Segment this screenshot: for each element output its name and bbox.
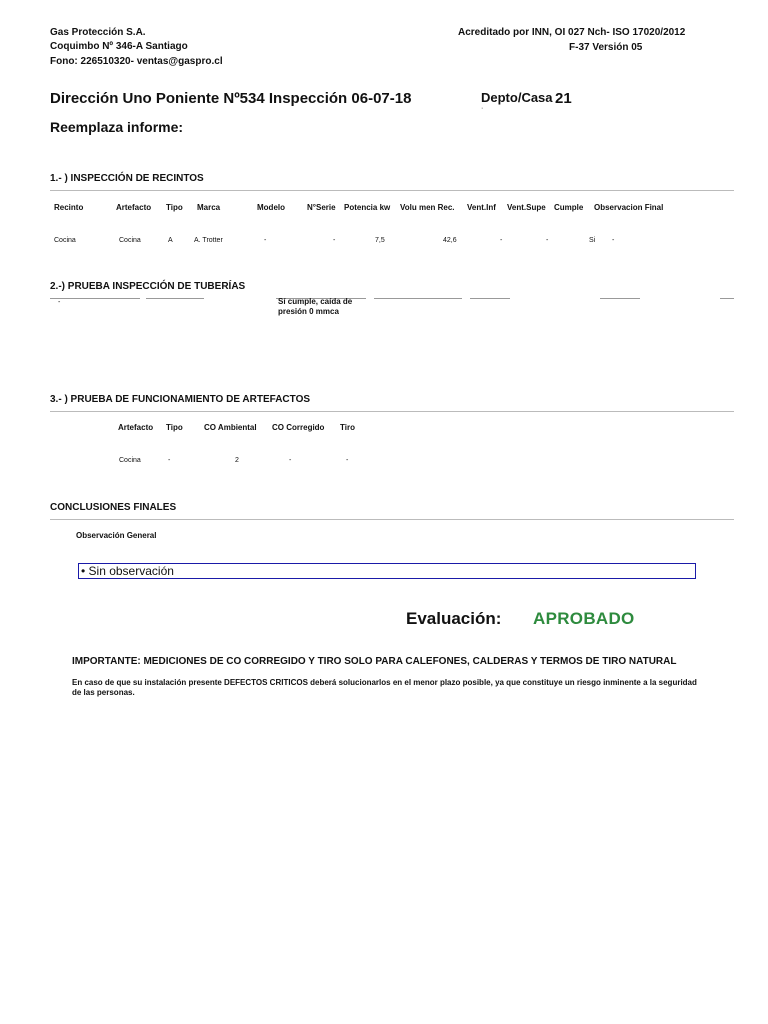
cell-tipo: A [168, 237, 173, 244]
col-header-marca: Marca [197, 203, 221, 212]
col-header-co-ambiental: CO Ambiental [204, 423, 257, 432]
cell-recinto: Cocina [54, 237, 76, 244]
cell-artefacto: Cocina [119, 457, 141, 464]
section-1-rule [50, 190, 734, 191]
replaces-report-label: Reemplaza informe: [50, 119, 184, 135]
depto-dot: · [481, 105, 484, 112]
section-2-rule-segment [146, 298, 204, 299]
conclusions-rule [50, 519, 734, 520]
tuberia-result-line-2: presión 0 mmca [278, 307, 339, 316]
company-address: Coquimbo Nº 346-A Santiago [50, 41, 188, 52]
col-header-tipo: Tipo [166, 423, 183, 432]
important-heading: IMPORTANTE: MEDICIONES DE CO CORREGIDO Y TIRO SOLO PARA CALEFONES, CALDERAS Y TERMOS DE TIRO NATURAL [72, 656, 677, 667]
col-header-observacion: Observacion Final [594, 203, 664, 212]
section-2-rule-segment [50, 298, 140, 299]
section-2-title: 2.-) PRUEBA INSPECCIÓN DE TUBERÍAS [50, 281, 246, 292]
col-header-recinto: Recinto [54, 203, 84, 212]
cell-potencia: 7,5 [375, 237, 385, 244]
col-header-tipo: Tipo [166, 203, 183, 212]
tuberia-result-line-1: Sí cumple, caída de [278, 297, 353, 306]
cell-observacion: - [612, 237, 615, 244]
evaluation-label: Evaluación: [406, 609, 502, 628]
cell-marca: A. Trotter [194, 237, 223, 244]
conclusions-title: CONCLUSIONES FINALES [50, 502, 177, 513]
cell-volumen: 42,6 [443, 237, 457, 244]
company-name: Gas Protección S.A. [50, 27, 146, 38]
tuberia-dash: - [58, 299, 61, 306]
col-header-modelo: Modelo [257, 203, 285, 212]
depto-label: Depto/Casa [481, 90, 553, 105]
section-3-title: 3.- ) PRUEBA DE FUNCIONAMIENTO DE ARTEFACTOS [50, 394, 311, 405]
section-2-rule-segment [374, 298, 462, 299]
general-observation-box: • Sin observación [78, 563, 696, 579]
cell-tiro: - [346, 457, 349, 464]
form-version: F-37 Versión 05 [569, 42, 643, 53]
important-note: En caso de que su instalación presente DEFECTOS CRITICOS deberá solucionarlos en el menor plazo posible, ya que constituye un riesgo inminente a la seguridad de las personas. [72, 678, 697, 697]
evaluation-result: APROBADO [533, 609, 635, 628]
col-header-artefacto: Artefacto [118, 423, 154, 432]
section-3-rule [50, 411, 734, 412]
cell-artefacto: Cocina [119, 237, 141, 244]
report-title: Dirección Uno Poniente Nº534 Inspección 06-07-18 [50, 90, 412, 107]
col-header-cumple: Cumple [554, 203, 584, 212]
col-header-vent-supe: Vent.Supe [507, 203, 546, 212]
accreditation-line: Acreditado por INN, OI 027 Nch- ISO 17020/2012 [458, 27, 686, 38]
col-header-volumen: Volu men Rec. [400, 203, 455, 212]
cell-co-corregido: - [289, 457, 292, 464]
cell-serie: - [333, 237, 336, 244]
col-header-vent-inf: Vent.Inf [467, 203, 496, 212]
general-observation-label: Observación General [76, 531, 157, 540]
col-header-potencia: Potencia kw [344, 203, 391, 212]
section-2-rule-segment [720, 298, 734, 299]
cell-cumple: Si [589, 237, 596, 244]
col-header-serie: N°Serie [307, 203, 336, 212]
depto-value: 21 [555, 90, 572, 107]
company-contact: Fono: 226510320- ventas@gaspro.cl [50, 56, 223, 67]
col-header-co-corregido: CO Corregido [272, 423, 325, 432]
cell-modelo: - [264, 237, 267, 244]
cell-tipo: - [168, 457, 171, 464]
cell-vent-supe: - [546, 237, 549, 244]
section-2-rule-segment [600, 298, 640, 299]
col-header-tiro: Tiro [340, 423, 355, 432]
cell-co-ambiental: 2 [235, 457, 239, 464]
section-2-rule-segment [470, 298, 510, 299]
cell-vent-inf: - [500, 237, 503, 244]
col-header-artefacto: Artefacto [116, 203, 152, 212]
section-1-title: 1.- ) INSPECCIÓN DE RECINTOS [50, 173, 204, 184]
